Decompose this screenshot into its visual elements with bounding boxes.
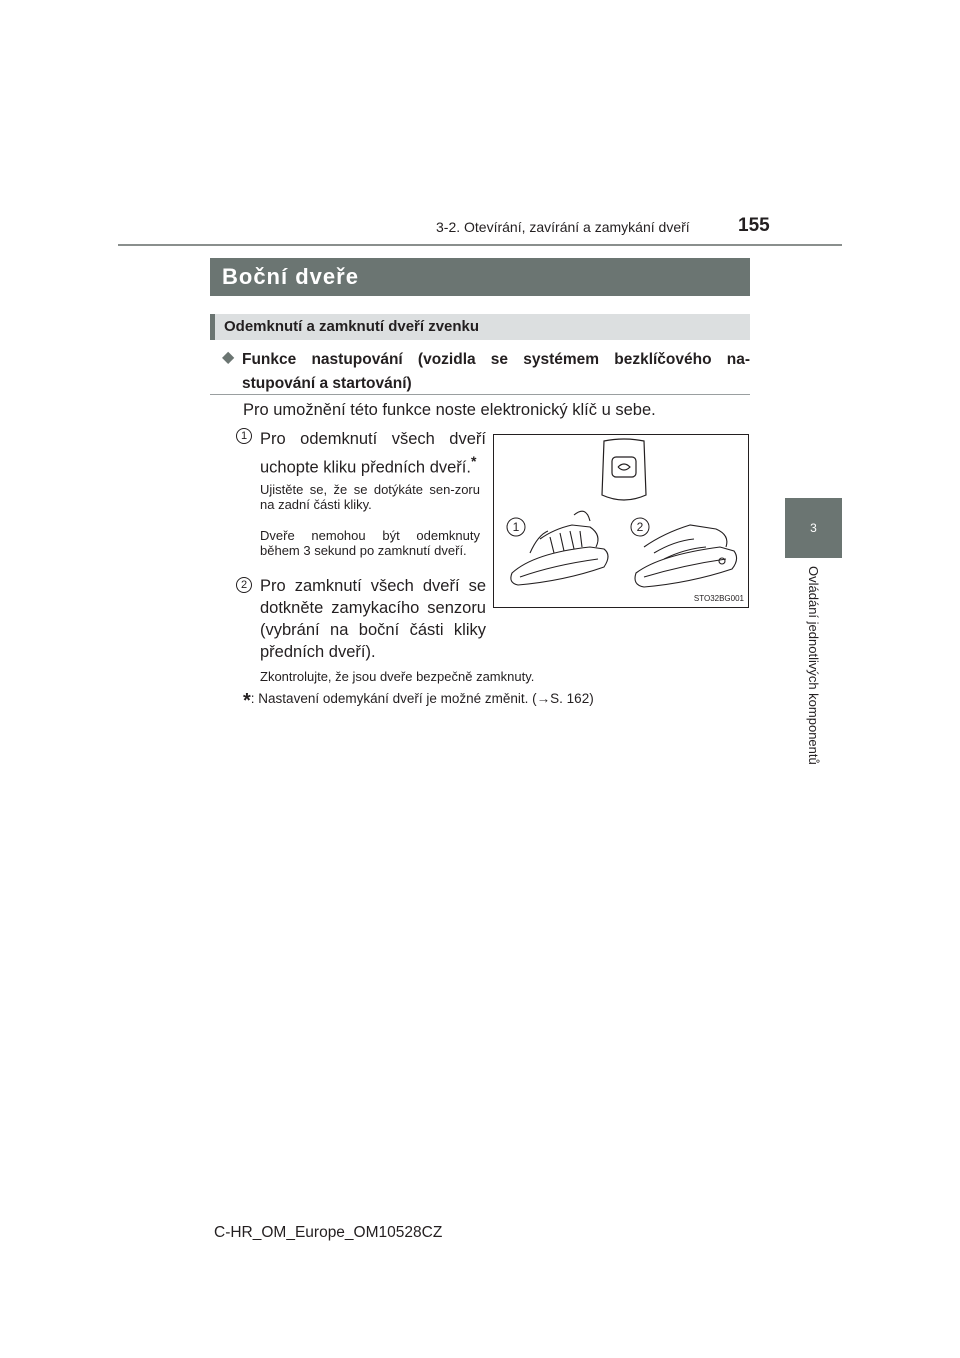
door-handle-right-icon xyxy=(635,525,737,587)
document-id: C-HR_OM_Europe_OM10528CZ xyxy=(214,1224,443,1241)
footnote-reference: S. 162) xyxy=(550,691,594,706)
electronic-key-icon xyxy=(602,439,646,500)
arrow-right-icon: → xyxy=(536,691,551,706)
callout-2-label: 2 xyxy=(636,520,644,534)
step-1-line-2-text: uchopte kliku předních dveří. xyxy=(260,458,471,477)
callout-1-icon xyxy=(507,518,525,536)
chapter-title: Ovládání jednotlivých komponentů xyxy=(806,566,821,765)
subsection-title: Odemknutí a zamknutí dveří zvenku xyxy=(210,314,750,340)
callout-2-icon xyxy=(631,518,649,536)
step-1-line-1: Pro odemknutí všech dveří xyxy=(260,430,486,448)
step-1-line-2 xyxy=(260,450,486,479)
footnote-mark: * xyxy=(243,690,251,712)
step-2-number-icon: 2 xyxy=(236,577,252,593)
step-1-note-2: Dveře nemohou být odemknuty během 3 sekund po zamknutí dveří. xyxy=(260,528,480,558)
footnote-text: : Nastavení odemykání dveří je možné změnit. ( xyxy=(250,691,537,706)
footnote xyxy=(243,690,594,713)
footnote-asterisk: * xyxy=(470,453,477,469)
step-1-number-icon: 1 xyxy=(236,428,252,444)
step-1-text xyxy=(260,428,486,479)
header-section-title: 3-2. Otevírání, zavírání a zamykání dveří xyxy=(436,219,690,235)
step-2-text: Pro zamknutí všech dveří se dotkněte zamykacího senzoru (vybrání na boční části kliky předních dveří). xyxy=(260,577,486,661)
header-divider xyxy=(118,244,842,246)
feature-intro: Pro umožnění této funkce noste elektronický klíč u sebe. xyxy=(243,401,656,419)
figure-code: STO32BG001 xyxy=(693,594,744,603)
feature-divider xyxy=(210,394,750,395)
chapter-number: 3 xyxy=(810,521,817,535)
callout-1-label: 1 xyxy=(512,520,520,534)
step-2-note: Zkontrolujte, že jsou dveře bezpečně zamknuty. xyxy=(260,669,535,684)
door-handle-left-icon xyxy=(511,511,608,585)
page-number: 155 xyxy=(738,215,770,236)
diamond-bullet-icon: ◆ xyxy=(222,349,235,366)
chapter-side-label xyxy=(805,566,825,796)
door-handle-illustration xyxy=(493,434,749,608)
section-title: Boční dveře xyxy=(210,258,750,296)
door-handle-drawing xyxy=(494,435,748,607)
chapter-tab xyxy=(785,498,842,558)
step-1-note-1: Ujistěte se, že se dotýkáte sen-zoru na zadní části kliky. xyxy=(260,482,480,512)
feature-heading: Funkce nastupování (vozidla se systémem bezklíčového na-stupování a startování) xyxy=(242,351,750,392)
